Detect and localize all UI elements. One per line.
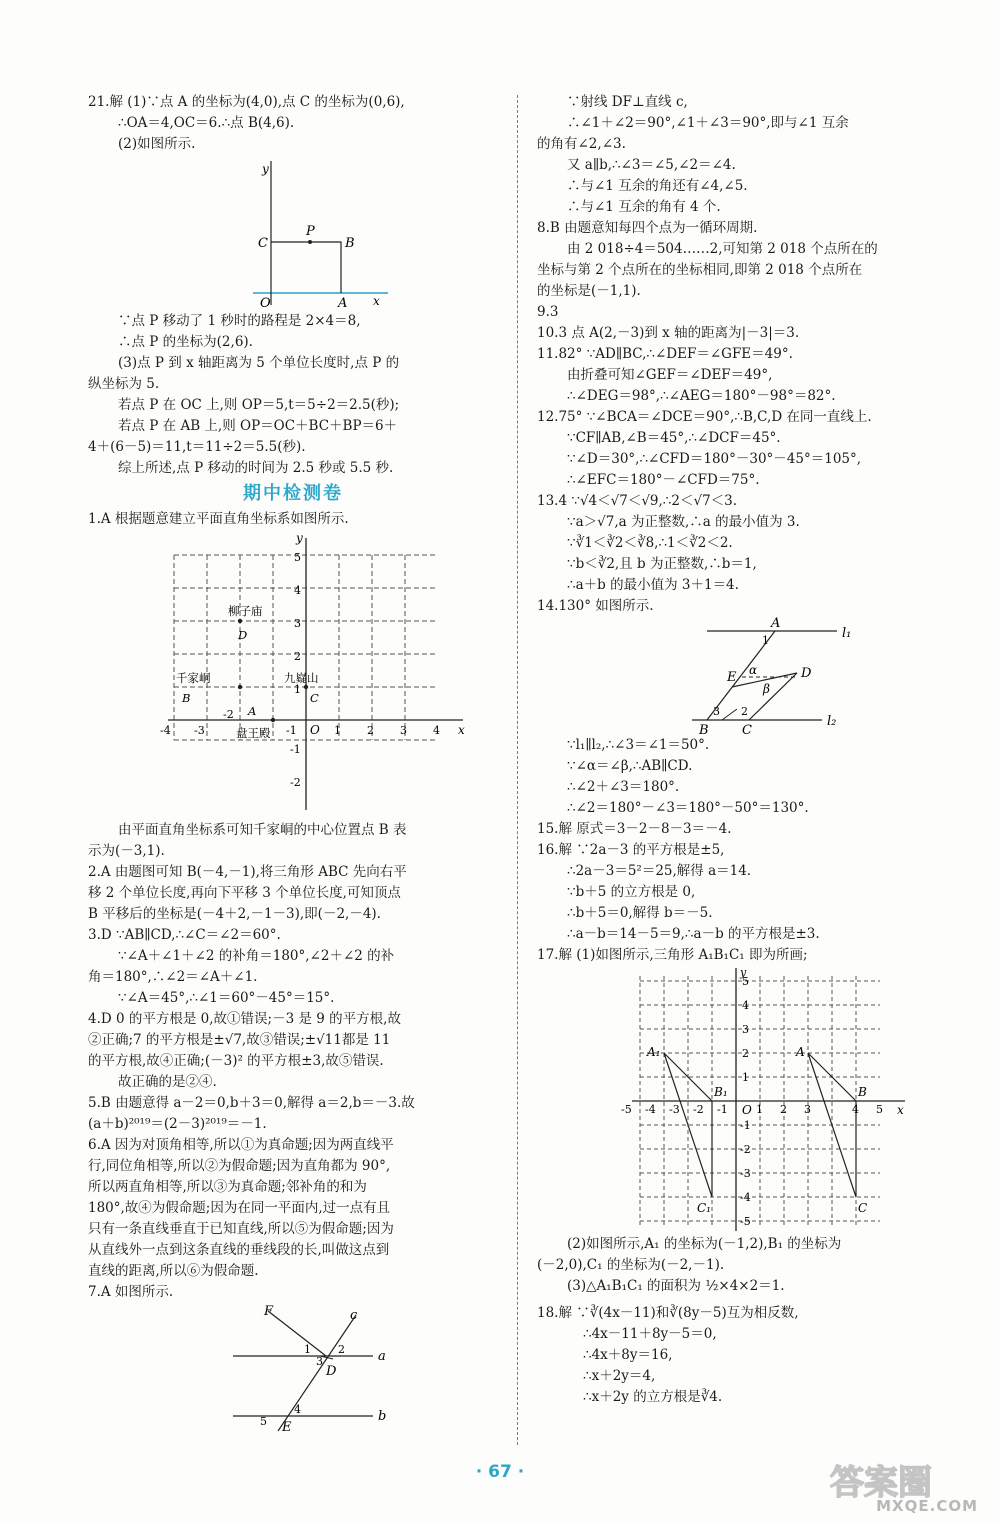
q1-origin-label: O	[310, 723, 320, 737]
q21-b-label: B	[345, 236, 355, 251]
q17-ytick: -5	[740, 1215, 751, 1228]
q14-figure	[537, 617, 962, 735]
q13-line: 13.4 ∵√4＜√7＜√9,∴2＜√7＜3.	[537, 493, 738, 509]
q1-xtick: -2	[223, 708, 234, 721]
q8-line: 8.B 由题意知每四个点为一循环周期.	[537, 220, 758, 236]
q21-line: 若点 P 在 OC 上,则 OP＝5,t＝5÷2＝2.5(秒);	[118, 397, 400, 413]
q17-ytick: -3	[740, 1167, 751, 1180]
q17-xtick: 4	[852, 1103, 859, 1116]
q11-line: 由折叠可知∠GEF＝∠DEF＝49°,	[567, 367, 773, 383]
q12-line: 12.75° ∵∠BCA＝∠DCE＝90°,∴B,C,D 在同一直线上.	[537, 409, 872, 425]
q14-line: ∵∠α＝∠β,∴AB∥CD.	[567, 758, 693, 774]
q17-a-label: A	[796, 1045, 805, 1059]
q7-figure	[88, 1303, 498, 1433]
q16-line: 16.解 ∵2a－3 的平方根是±5,	[537, 842, 725, 858]
q1-d-label: D	[238, 628, 248, 642]
q17-x-label: x	[897, 1103, 904, 1117]
q21-c-label: C	[258, 236, 268, 251]
q17-b1-label: B₁	[714, 1085, 728, 1099]
q1-c-label: C	[310, 691, 319, 705]
q11-line: ∴∠DEG＝98°,∴∠AEG＝180°－98°＝82°.	[567, 388, 836, 404]
q7-cont-line: ∴∠1＋∠2＝90°,∠1＋∠3＝90°,即与∠1 互余	[567, 115, 849, 131]
q21-line: ∴OA＝4,OC＝6.∴点 B(4,6).	[118, 115, 295, 131]
q21-y-label: y	[262, 162, 269, 176]
q17-xtick: -5	[621, 1103, 632, 1116]
q1-coordinate-grid	[88, 530, 498, 820]
q17-c-label: C	[858, 1201, 868, 1215]
q14-c-label: C	[742, 723, 752, 735]
q1-line: 由平面直角坐标系可知千家峒的中心位置点 B 表	[118, 822, 407, 838]
q14-l1-label: l₁	[842, 626, 852, 641]
q14-line: ∴∠2＋∠3＝180°.	[567, 779, 680, 795]
q16-line: ∴a－b＝14－5＝9,∴a－b 的平方根是±3.	[567, 926, 820, 942]
q1-xtick: 3	[400, 724, 407, 737]
q7-c-label: c	[350, 1308, 358, 1323]
q2-line: 移 2 个单位长度,再向下平移 3 个单位长度,可知顶点	[88, 885, 401, 901]
q21-line: ∴点 P 的坐标为(2,6).	[118, 334, 253, 350]
q6-line: 6.A 因为对顶角相等,所以①为真命题;因为两直线平	[88, 1137, 394, 1153]
q7-parallel-lines-diagram	[88, 1303, 498, 1433]
q21-line: 4＋(6－5)＝11,t＝11÷2＝5.5(秒).	[88, 439, 306, 455]
q12-line: ∴∠EFC＝180°－∠CFD＝75°.	[567, 472, 760, 488]
left-column	[88, 92, 498, 1433]
q1-xtick: -1	[286, 724, 297, 737]
q1-ytick: 3	[294, 617, 301, 630]
q21-line: 综上所述,点 P 移动的时间为 2.5 秒或 5.5 秒.	[118, 460, 394, 476]
q17-ytick: -2	[740, 1143, 751, 1156]
q14-line: 14.130° 如图所示.	[537, 598, 654, 614]
q17-xtick: 3	[804, 1103, 811, 1116]
q1-figure	[88, 530, 498, 820]
q14-a-label: A	[771, 617, 781, 631]
q1-x-label: x	[458, 723, 465, 737]
q1-jiuyishan-label: 九嶷山	[284, 671, 319, 685]
q14-angle-2: 2	[741, 705, 748, 718]
q21-o-label: O	[260, 296, 271, 311]
q12-line: ∵CF∥AB,∠B＝45°,∴∠DCF＝45°.	[567, 430, 781, 446]
q12-line: ∵∠D＝30°,∴∠CFD＝180°－30°－45°＝105°,	[567, 451, 862, 467]
q21-line: 若点 P 在 AB 上,则 OP＝OC＋BC＋BP＝6＋	[118, 418, 398, 434]
column-divider	[517, 95, 518, 1445]
q17-ytick: 4	[742, 999, 749, 1012]
q1-ytick: 2	[294, 650, 301, 663]
q4-line: 的平方根,故④正确;(－3)² 的平方根±3,故⑤错误.	[88, 1053, 384, 1069]
q17-a1-label: A₁	[647, 1045, 661, 1059]
section-title: 期中检测卷	[243, 483, 343, 504]
q1-xtick: -4	[160, 724, 171, 737]
q17-xtick: 1	[756, 1103, 763, 1116]
q17-xtick: -2	[693, 1103, 704, 1116]
q1-liuzimiao-label: 柳子庙	[228, 604, 263, 618]
q1-a-label: A	[248, 704, 257, 718]
q17-line: (－2,0),C₁ 的坐标为(－2,－1).	[537, 1257, 725, 1273]
q1-panwangdian-label: 盘王殿	[236, 726, 271, 740]
q17-ytick: 1	[742, 1071, 749, 1084]
q3-line: ∵∠A＝45°,∴∠1＝60°－45°＝15°.	[118, 990, 335, 1006]
right-column	[537, 92, 962, 1408]
q6-line: 行,同位角相等,所以②为假命题;因为直角都为 90°,	[88, 1158, 391, 1174]
q7-angle-1: 1	[304, 1343, 311, 1356]
q17-y-label: y	[740, 966, 747, 979]
q17-ytick: 2	[742, 1047, 749, 1060]
q4-line: 故正确的是②④.	[118, 1074, 217, 1090]
q1-xtick: -3	[194, 724, 205, 737]
q6-line: 180°,故④为假命题;因为在同一平面内,过一点有且	[88, 1200, 391, 1216]
q21-figure	[88, 155, 498, 311]
q17-line: (3)△A₁B₁C₁ 的面积为 ½×4×2＝1.	[567, 1278, 785, 1294]
q7-cont-line: ∵射线 DF⊥直线 c,	[567, 94, 688, 110]
q2-line: 2.A 由题图可知 B(－4,－1),将三角形 ABC 先向右平	[88, 864, 407, 880]
q21-line: (3)点 P 到 x 轴距离为 5 个单位长度时,点 P 的	[118, 355, 400, 371]
q7-cont-line: ∴与∠1 互余的角有 4 个.	[567, 199, 721, 215]
q1-ytick: 4	[294, 584, 301, 597]
q17-ytick: -4	[740, 1191, 751, 1204]
q21-line: 21.解 (1)∵点 A 的坐标为(4,0),点 C 的坐标为(0,6),	[88, 94, 405, 110]
q7-e-label: E	[282, 1420, 292, 1433]
q17-xtick: 2	[780, 1103, 787, 1116]
q7-b-label: b	[378, 1409, 387, 1424]
q14-alpha-label: α	[749, 663, 758, 677]
q13-line: ∵a＞√7,a 为正整数,∴a 的最小值为 3.	[567, 514, 800, 530]
q1-ytick: 5	[294, 551, 301, 564]
q11-line: 11.82° ∵AD∥BC,∴∠DEF＝∠GFE＝49°.	[537, 346, 793, 362]
q3-line: 3.D ∵AB∥CD,∴∠C＝∠2＝60°.	[88, 927, 281, 943]
q14-e-label: E	[727, 670, 737, 685]
q6-line: 直线的距离,所以⑥为假命题.	[88, 1263, 259, 1279]
q7-a-label: a	[378, 1349, 386, 1364]
q1-xtick: 4	[433, 724, 440, 737]
q14-line: ∵l₁∥l₂,∴∠3＝∠1＝50°.	[567, 737, 710, 753]
q4-line: 4.D 0 的平方根是 0,故①错误;－3 是 9 的平方根,故	[88, 1011, 401, 1027]
q1-xtick: 1	[334, 724, 341, 737]
q7-cont-line: ∴与∠1 互余的角还有∠4,∠5.	[567, 178, 748, 194]
q14-parallel-lines-diagram	[537, 617, 962, 735]
q10-line: 10.3 点 A(2,－3)到 x 轴的距离为|－3|＝3.	[537, 325, 800, 341]
q17-xtick: 5	[876, 1103, 883, 1116]
q17-line: 17.解 (1)如图所示,三角形 A₁B₁C₁ 即为所画;	[537, 947, 808, 963]
q14-beta-label: β	[763, 682, 770, 696]
q16-line: ∴2a－3＝5²＝25,解得 a＝14.	[567, 863, 752, 879]
q3-line: ∵∠A＋∠1＋∠2 的补角＝180°,∠2＋∠2 的补	[118, 948, 395, 964]
q18-line: ∴x＋2y＝4,	[583, 1368, 656, 1384]
q14-d-label: D	[801, 666, 812, 681]
q18-line: ∴4x－11＋8y－5＝0,	[583, 1326, 717, 1342]
q13-line: ∵b＜∛2,且 b 为正整数,∴b＝1,	[567, 556, 757, 572]
watermark-text: 答案圈	[830, 1463, 932, 1503]
q1-line: 1.A 根据题意建立平面直角坐标系如图所示.	[88, 511, 349, 527]
q1-xtick: 2	[367, 724, 374, 737]
q14-l2-label: l₂	[827, 714, 837, 729]
q1-ytick: -2	[290, 776, 301, 789]
q7-angle-5: 5	[260, 1415, 267, 1428]
q8-line: 坐标与第 2 个点所在的坐标相同,即第 2 018 个点所在	[537, 262, 863, 278]
q1-y-label: y	[296, 531, 303, 545]
q13-line: ∵∛1＜∛2＜∛8,∴1＜∛2＜2.	[567, 535, 733, 551]
q17-ytick: -1	[740, 1119, 751, 1132]
q5-line: (a＋b)²⁰¹⁹＝(2－3)²⁰¹⁹＝－1.	[88, 1116, 267, 1132]
q17-line: (2)如图所示,A₁ 的坐标为(－1,2),B₁ 的坐标为	[567, 1236, 842, 1252]
q21-p-label: P	[306, 224, 315, 239]
q2-line: B 平移后的坐标是(－4＋2,－1－3),即(－2,－4).	[88, 906, 381, 922]
q16-line: ∴b＋5＝0,解得 b＝－5.	[567, 905, 713, 921]
q7-angle-3: 3	[316, 1355, 323, 1368]
q18-line: 18.解 ∵∛(4x－11)和∛(8y－5)互为相反数,	[537, 1305, 799, 1321]
q1-ytick: 1	[294, 683, 301, 696]
q21-line: ∵点 P 移动了 1 秒时的路程是 2×4＝8,	[118, 313, 361, 329]
q14-line: ∴∠2＝180°－∠3＝180°－50°＝130°.	[567, 800, 809, 816]
q1-b-label: B	[182, 691, 191, 705]
q1-qianjiadong-label: 千家峒	[176, 671, 211, 685]
q17-c1-label: C₁	[697, 1201, 711, 1215]
q18-line: ∴4x＋8y＝16,	[583, 1347, 673, 1363]
q7-d-label: D	[326, 1364, 337, 1379]
q17-b-label: B	[858, 1085, 867, 1099]
q17-ytick: 3	[742, 1023, 749, 1036]
q1-line: 示为(－3,1).	[88, 843, 165, 859]
q7-f-label: F	[264, 1304, 274, 1319]
q7-cont-line: 的角有∠2,∠3.	[537, 136, 626, 152]
q16-line: ∵b＋5 的立方根是 0,	[567, 884, 696, 900]
q6-line: 只有一条直线垂直于已知直线,所以⑤为假命题;因为	[88, 1221, 394, 1237]
q3-line: 角＝180°,∴∠2＝∠A＋∠1.	[88, 969, 258, 985]
q5-line: 5.B 由题意得 a－2＝0,b＋3＝0,解得 a＝2,b＝－3.故	[88, 1095, 415, 1111]
q6-line: 所以两直角相等,所以③为真命题;邻补角的和为	[88, 1179, 367, 1195]
q14-angle-1: 1	[762, 634, 769, 647]
q7-line: 7.A 如图所示.	[88, 1284, 174, 1300]
q17-xtick: -4	[645, 1103, 656, 1116]
q14-angle-3: 3	[713, 705, 720, 718]
q17-figure	[537, 966, 962, 1234]
q14-b-label: B	[699, 723, 709, 735]
q21-a-label: A	[338, 296, 348, 311]
q13-line: ∴a＋b 的最小值为 3＋1＝4.	[567, 577, 739, 593]
q8-line: 的坐标是(－1,1).	[537, 283, 641, 299]
q7-angle-2: 2	[338, 1343, 345, 1356]
q17-origin-label: O	[742, 1103, 752, 1117]
q7-cont-line: 又 a∥b,∴∠3＝∠5,∠2＝∠4.	[567, 157, 736, 173]
q21-x-label: x	[373, 294, 380, 308]
q9-line: 9.3	[537, 304, 559, 320]
q17-coordinate-grid	[537, 966, 962, 1234]
q18-line: ∴x＋2y 的立方根是∛4.	[583, 1389, 723, 1405]
q4-line: ②正确;7 的平方根是±√7,故③错误;±√11都是 11	[88, 1032, 391, 1048]
q8-line: 由 2 018÷4＝504……2,可知第 2 018 个点所在的	[567, 241, 878, 257]
q21-line: (2)如图所示.	[118, 136, 196, 152]
q21-line: 纵坐标为 5.	[88, 376, 160, 392]
q17-ytick: 5	[742, 975, 749, 988]
q6-line: 从直线外一点到这条直线的垂线段的长,叫做这点到	[88, 1242, 390, 1258]
q1-ytick: -1	[290, 743, 301, 756]
q17-xtick: -3	[669, 1103, 680, 1116]
watermark-url: MXQE.COM	[876, 1497, 978, 1515]
q17-xtick: -1	[717, 1103, 728, 1116]
q7-angle-4: 4	[294, 1403, 301, 1416]
page-number: · 67 ·	[475, 1462, 525, 1482]
q15-line: 15.解 原式＝3－2－8－3＝－4.	[537, 821, 732, 837]
q21-coordinate-diagram	[88, 155, 498, 311]
